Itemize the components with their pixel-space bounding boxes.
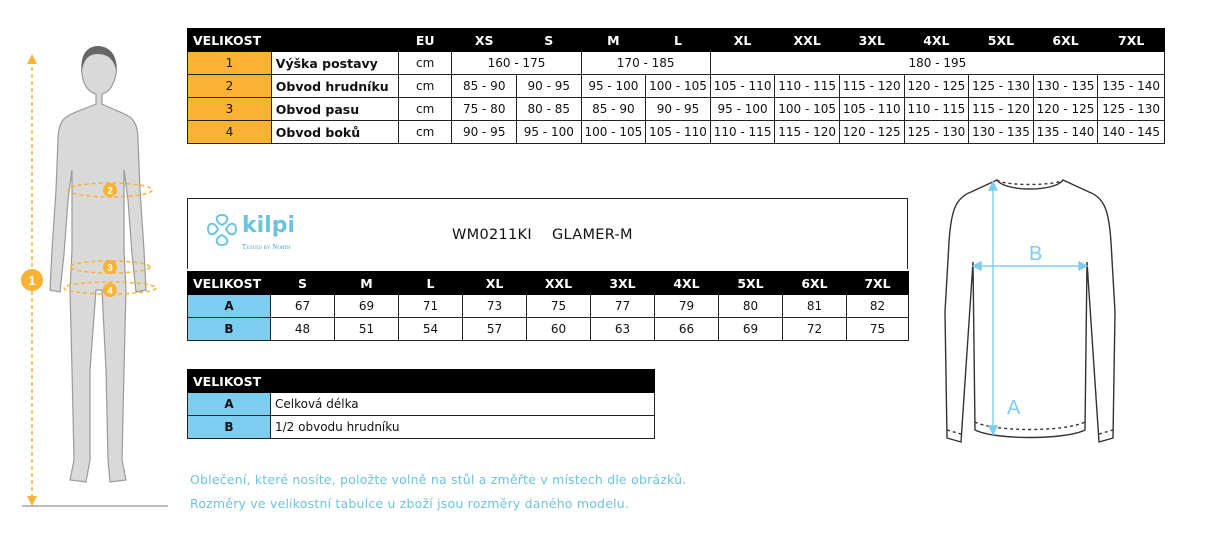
value-cell: 105 - 110	[710, 75, 775, 98]
product-box	[187, 198, 908, 269]
value-cell: 79	[655, 295, 719, 318]
table-row	[188, 295, 909, 318]
row-label: B	[188, 318, 271, 341]
header-cell: VELIKOST	[188, 370, 655, 393]
value-cell: 125 - 130	[1098, 98, 1165, 121]
height-marker-label: 1	[28, 273, 36, 288]
value-cell: 110 - 115	[904, 98, 969, 121]
header-cell: VELIKOST	[188, 29, 272, 52]
header-cell: 4XL	[904, 29, 969, 52]
row-number: 3	[188, 98, 272, 121]
value-cell: 110 - 115	[710, 121, 775, 144]
kilpi-logo-icon	[204, 211, 240, 251]
body-table-header	[188, 29, 1165, 52]
product-code: WM0211KI	[452, 227, 532, 243]
header-cell: XL	[463, 272, 527, 295]
value-cell: 125 - 130	[969, 75, 1034, 98]
hips-marker-label: 4	[107, 286, 113, 297]
legend-table	[187, 369, 655, 439]
row-label: Výška postavy	[271, 52, 398, 75]
value-cell: 69	[335, 295, 399, 318]
model-size-table	[187, 271, 909, 341]
header-cell: XXL	[527, 272, 591, 295]
header-cell: VELIKOST	[188, 272, 271, 295]
row-number: 1	[188, 52, 272, 75]
header-cell: 7XL	[1098, 29, 1165, 52]
value-cell: 48	[271, 318, 335, 341]
value-cell: 71	[399, 295, 463, 318]
row-description: 1/2 obvodu hrudníku	[271, 416, 655, 439]
value-cell: 54	[399, 318, 463, 341]
value-cell: 75	[527, 295, 591, 318]
header-cell: M	[335, 272, 399, 295]
value-cell: 120 - 125	[839, 121, 904, 144]
value-cell: 72	[783, 318, 847, 341]
value-cell: 81	[783, 295, 847, 318]
value-cell: 77	[591, 295, 655, 318]
measure-note: Oblečení, které nosíte, položte volně na stůl a změřte v místech dle obrázků.	[190, 472, 687, 487]
value-cell: 95 - 100	[710, 98, 775, 121]
model-note: Rozměry ve velikostní tabulce u zboží jsou rozměry daného modelu.	[190, 496, 630, 511]
value-cell: 85 - 90	[452, 75, 517, 98]
header-cell	[271, 29, 398, 52]
height-arrow-bottom-icon	[27, 496, 37, 506]
value-cell: 130 - 135	[1033, 75, 1098, 98]
value-cell: 95 - 100	[581, 75, 646, 98]
header-cell: L	[399, 272, 463, 295]
value-cell: 95 - 100	[517, 121, 582, 144]
header-cell: XXL	[775, 29, 840, 52]
header-cell: 5XL	[969, 29, 1034, 52]
unit-cell: cm	[398, 52, 451, 75]
body-figure	[10, 40, 180, 512]
header-cell: S	[271, 272, 335, 295]
value-cell: 115 - 120	[775, 121, 840, 144]
value-cell: 85 - 90	[581, 98, 646, 121]
value-cell: 140 - 145	[1098, 121, 1165, 144]
logo-wordmark: kilpi	[242, 213, 296, 238]
chest-marker-label: 2	[107, 186, 113, 197]
header-cell: XL	[710, 29, 775, 52]
chest-arrow-right-icon	[1079, 262, 1087, 270]
value-cell: 80 - 85	[517, 98, 582, 121]
header-cell: 4XL	[655, 272, 719, 295]
cuff-left	[947, 430, 961, 434]
row-label: Obvod boků	[271, 121, 398, 144]
value-cell: 120 - 125	[904, 75, 969, 98]
product-name: GLAMER-M	[552, 227, 633, 243]
waist-marker-label: 3	[107, 263, 113, 274]
table-row	[188, 52, 1165, 75]
body-silhouette	[50, 50, 146, 482]
shirt-diagram	[925, 172, 1135, 458]
header-cell: L	[646, 29, 711, 52]
value-cell: 82	[847, 295, 909, 318]
row-label: Obvod pasu	[271, 98, 398, 121]
unit-cell: cm	[398, 75, 451, 98]
header-cell: XS	[452, 29, 517, 52]
model-table-header	[188, 272, 909, 295]
value-cell: 105 - 110	[646, 121, 711, 144]
table-row	[188, 416, 655, 439]
value-cell: 100 - 105	[581, 121, 646, 144]
value-cell: 63	[591, 318, 655, 341]
value-cell: 110 - 115	[775, 75, 840, 98]
value-cell: 69	[719, 318, 783, 341]
value-cell: 115 - 120	[839, 75, 904, 98]
row-label: Obvod hrudníku	[271, 75, 398, 98]
table-row	[188, 75, 1165, 98]
row-description: Celková délka	[271, 393, 655, 416]
value-cell: 135 - 140	[1098, 75, 1165, 98]
value-cell: 90 - 95	[452, 121, 517, 144]
header-cell: 3XL	[591, 272, 655, 295]
unit-cell: cm	[398, 121, 451, 144]
value-cell: 105 - 110	[839, 98, 904, 121]
value-cell: 57	[463, 318, 527, 341]
header-cell: EU	[398, 29, 451, 52]
height-arrow-top-icon	[27, 54, 37, 64]
table-row	[188, 121, 1165, 144]
row-label: A	[188, 393, 271, 416]
table-row	[188, 98, 1165, 121]
value-cell: 115 - 120	[969, 98, 1034, 121]
value-cell: 90 - 95	[517, 75, 582, 98]
value-cell: 100 - 105	[646, 75, 711, 98]
value-cell: 170 - 185	[581, 52, 710, 75]
value-cell: 67	[271, 295, 335, 318]
table-row	[188, 318, 909, 341]
header-cell: 3XL	[839, 29, 904, 52]
logo-tagline: Tested by North	[242, 243, 291, 251]
row-number: 2	[188, 75, 272, 98]
value-cell: 125 - 130	[904, 121, 969, 144]
body-size-table	[187, 28, 1165, 144]
row-number: 4	[188, 121, 272, 144]
value-cell: 160 - 175	[452, 52, 581, 75]
header-cell: 6XL	[1033, 29, 1098, 52]
value-cell: 66	[655, 318, 719, 341]
header-cell: M	[581, 29, 646, 52]
cuff-right	[1099, 430, 1113, 434]
row-label: A	[188, 295, 271, 318]
legend-table-header	[188, 370, 655, 393]
header-cell: 6XL	[783, 272, 847, 295]
length-label: A	[1007, 397, 1021, 419]
row-label: B	[188, 416, 271, 439]
value-cell: 90 - 95	[646, 98, 711, 121]
value-cell: 120 - 125	[1033, 98, 1098, 121]
value-cell: 51	[335, 318, 399, 341]
unit-cell: cm	[398, 98, 451, 121]
value-cell: 75 - 80	[452, 98, 517, 121]
value-cell: 135 - 140	[1033, 121, 1098, 144]
value-cell: 100 - 105	[775, 98, 840, 121]
header-cell: S	[517, 29, 582, 52]
header-cell: 7XL	[847, 272, 909, 295]
table-row	[188, 393, 655, 416]
value-cell: 180 - 195	[710, 52, 1164, 75]
chest-label: B	[1029, 243, 1043, 265]
shirt-outline	[945, 180, 1115, 442]
shirt-collar	[997, 180, 1063, 185]
value-cell: 73	[463, 295, 527, 318]
value-cell: 75	[847, 318, 909, 341]
value-cell: 130 - 135	[969, 121, 1034, 144]
header-cell: 5XL	[719, 272, 783, 295]
chest-arrow-left-icon	[973, 262, 981, 270]
length-arrow-bottom-icon	[989, 426, 997, 434]
value-cell: 60	[527, 318, 591, 341]
value-cell: 80	[719, 295, 783, 318]
